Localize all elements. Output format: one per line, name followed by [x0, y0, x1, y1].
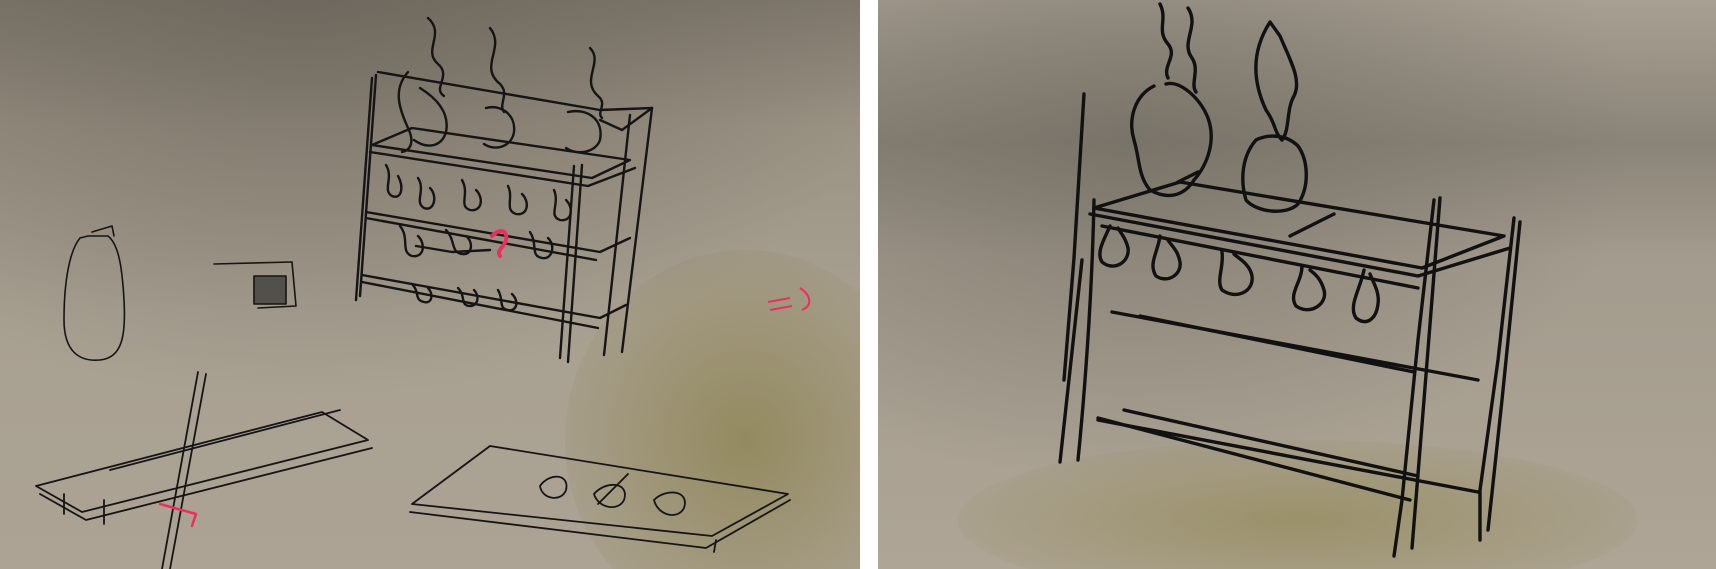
photo-divider — [860, 0, 878, 569]
photo-right-shelf-closeup — [878, 0, 1716, 569]
shelf-closeup-drawing — [878, 0, 1716, 569]
